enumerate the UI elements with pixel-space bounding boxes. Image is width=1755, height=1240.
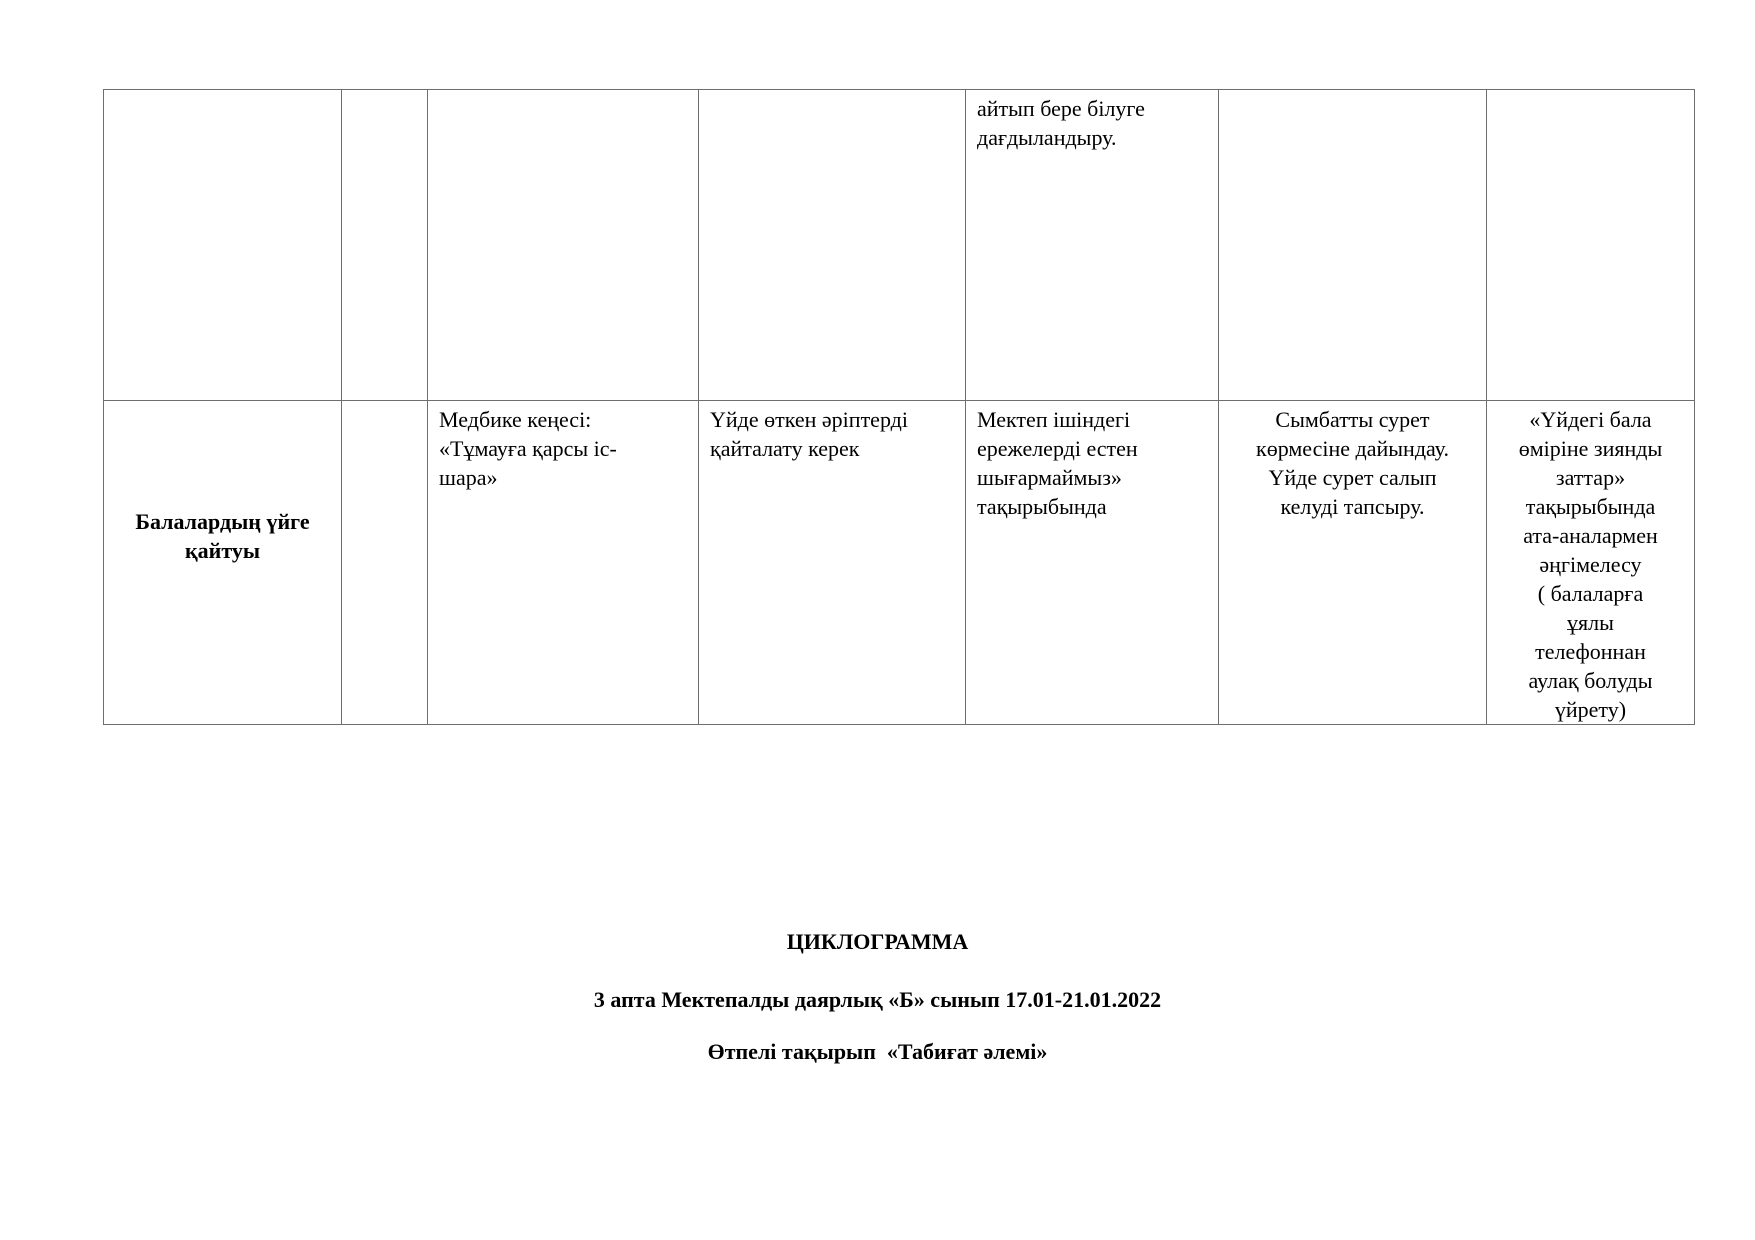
table-cell bbox=[428, 401, 699, 725]
table-cell bbox=[342, 401, 428, 725]
table-cell bbox=[966, 90, 1219, 401]
table-cell bbox=[699, 401, 966, 725]
cell-text-line: телефоннан bbox=[1535, 639, 1646, 664]
cell-text-line: Үйде өткен әріптерді bbox=[710, 407, 908, 432]
cell-text-line: қайталату керек bbox=[710, 436, 860, 461]
cell-text-line: Медбике кеңесі: bbox=[439, 407, 592, 432]
schedule-table bbox=[103, 89, 1695, 725]
cell-text-line: аулақ болуды bbox=[1528, 668, 1653, 693]
document-title: ЦИКЛОГРАММА bbox=[786, 929, 969, 954]
cell-text-line: әңгімелесу bbox=[1539, 552, 1642, 577]
table-cell bbox=[966, 401, 1219, 725]
table-cell bbox=[1487, 401, 1695, 725]
cell-text-line: ережелерді естен bbox=[977, 436, 1138, 461]
cell-text-line: дағдыландыру. bbox=[977, 125, 1117, 150]
cell-text-line: «Үйдегі бала bbox=[1529, 407, 1652, 432]
week-class-heading: 3 апта Мектепалды даярлық «Б» сынып 17.01-21.01.2022 bbox=[593, 987, 1162, 1012]
theme-label: Өтпелі тақырып bbox=[707, 1039, 876, 1064]
theme-value: «Табиғат әлемі» bbox=[886, 1039, 1048, 1064]
table-cell bbox=[104, 90, 342, 401]
cell-text-line: Үйде сурет салып bbox=[1268, 465, 1437, 490]
table-cell bbox=[1219, 90, 1487, 401]
cell-text-line: көрмесіне дайындау. bbox=[1256, 436, 1449, 461]
cell-text-line: тақырыбында bbox=[1525, 494, 1656, 519]
table-row bbox=[104, 401, 1695, 725]
table-cell bbox=[342, 90, 428, 401]
table-cell bbox=[428, 90, 699, 401]
cell-text-line: Сымбатты сурет bbox=[1275, 407, 1430, 432]
row-header-line: Балалардың үйге bbox=[135, 508, 310, 534]
cell-text-line: айтып бере білуге bbox=[977, 96, 1145, 121]
table-cell bbox=[1219, 401, 1487, 725]
table-row bbox=[104, 90, 1695, 401]
cell-text-line: тақырыбында bbox=[977, 494, 1107, 519]
theme-heading bbox=[0, 1038, 1755, 1066]
row-header-line: қайтуы bbox=[184, 537, 261, 563]
table-cell bbox=[699, 90, 966, 401]
cell-text-line: ата-аналармен bbox=[1523, 523, 1658, 548]
cell-text-line: ( балаларға bbox=[1537, 581, 1644, 606]
cell-text-line: заттар» bbox=[1555, 465, 1626, 490]
cell-text-line: үйрету) bbox=[1554, 697, 1627, 722]
cell-text-line: өміріне зиянды bbox=[1518, 436, 1663, 461]
row-header-cell bbox=[104, 401, 342, 725]
table-cell bbox=[1487, 90, 1695, 401]
cell-text-line: Мектеп ішіндегі bbox=[977, 407, 1131, 432]
cell-text-line: келуді тапсыру. bbox=[1280, 494, 1425, 519]
cell-text-line: шығармаймыз» bbox=[977, 465, 1122, 490]
cell-text-line: шара» bbox=[439, 465, 498, 490]
cell-text-line: «Тұмауға қарсы іс- bbox=[439, 436, 617, 461]
cell-text-line: ұялы bbox=[1567, 610, 1614, 635]
